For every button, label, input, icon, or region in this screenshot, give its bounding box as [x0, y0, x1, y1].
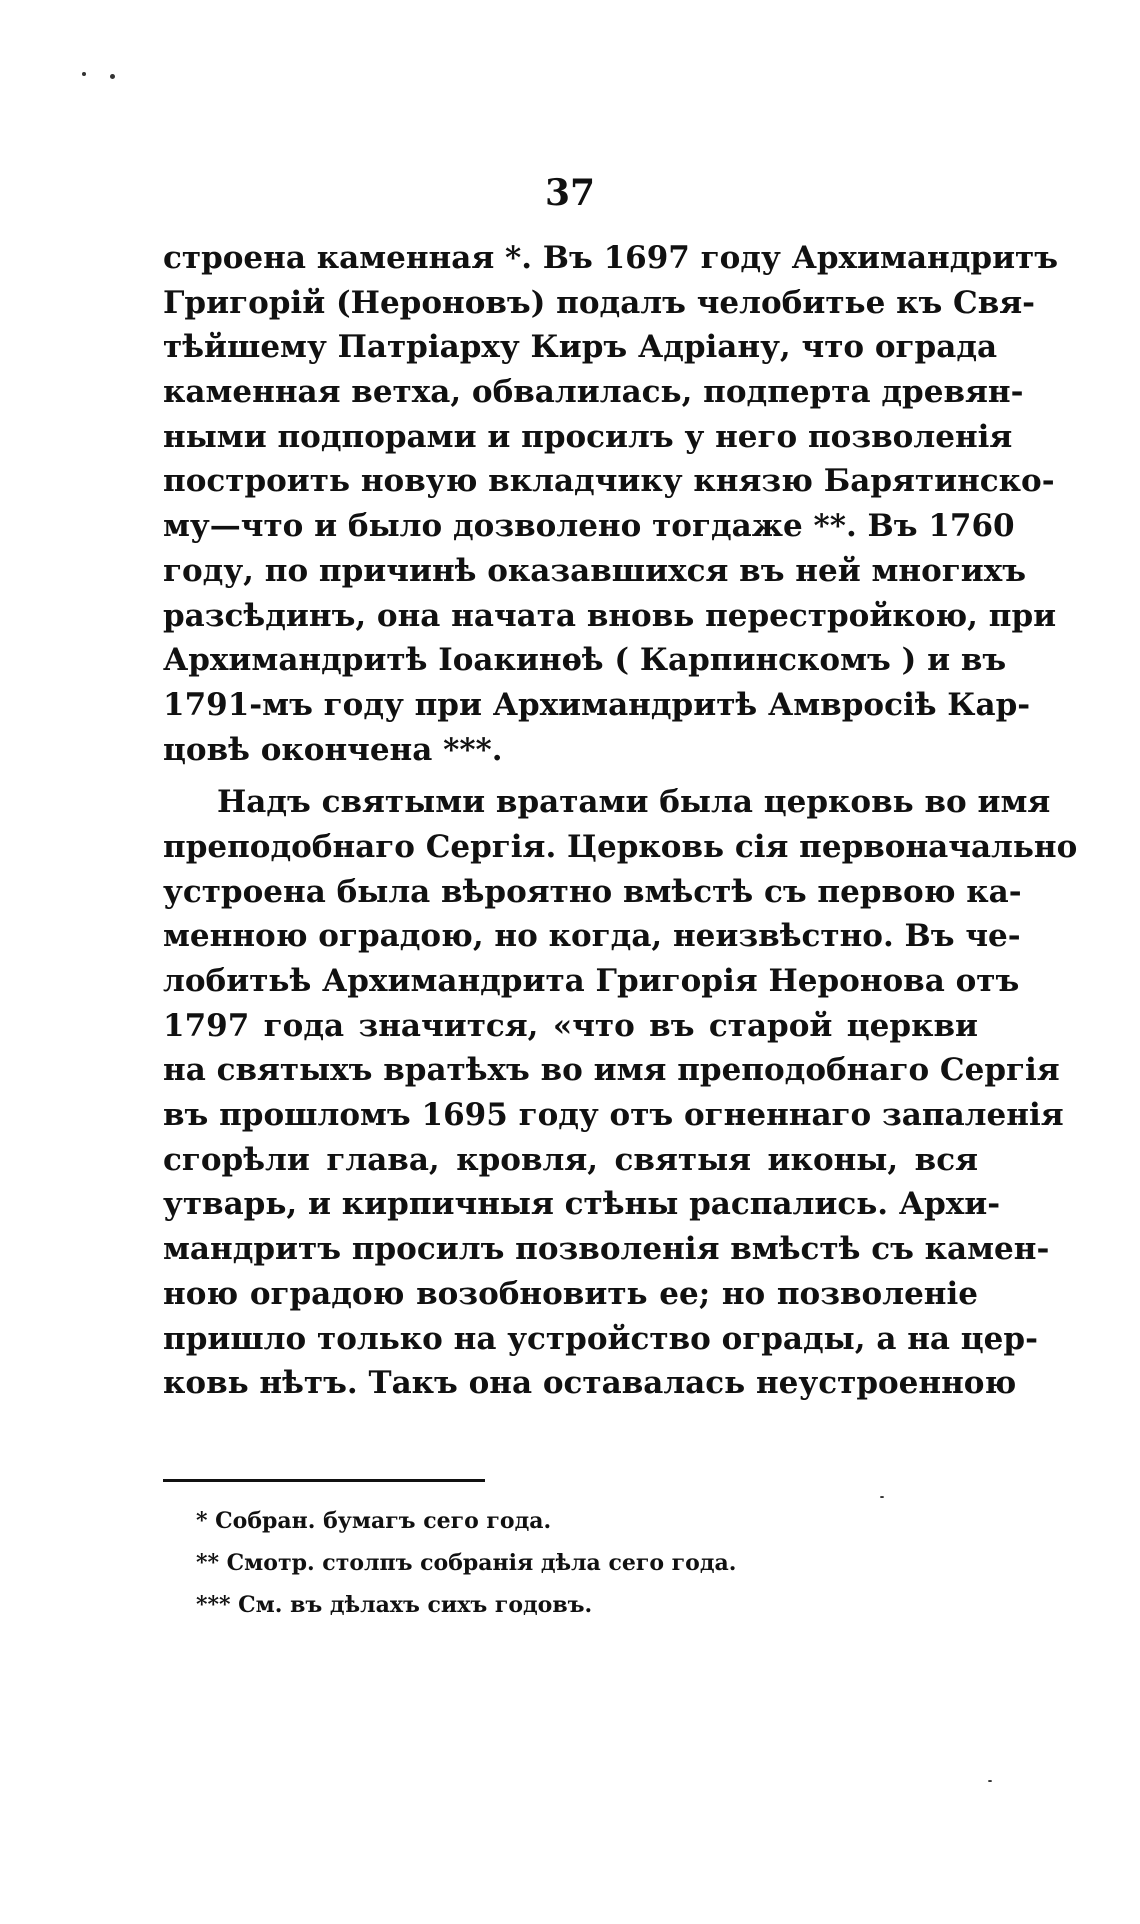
text-line: преподобнаго Сергія. Церковь сія первоначально [163, 828, 1078, 865]
text-line: сгорѣли глава, кровля, святыя иконы, вся [163, 1141, 978, 1178]
text-line: 1791-мъ году при Архимандритѣ Амвросіѣ Кар- [163, 686, 1031, 723]
body-text [163, 236, 1078, 1406]
footnotes [196, 1500, 896, 1626]
text-line: Надъ святыми вратами была церковь во имя [217, 784, 1051, 821]
scan-speck [880, 1496, 884, 1498]
page-number: 37 [544, 172, 596, 214]
text-line: Григорій (Нероновъ) подалъ челобитье къ Свя- [163, 284, 1036, 321]
text-line: лобитьѣ Архимандрита Григорія Неронова отъ [163, 963, 1020, 999]
text-line: ковь нѣтъ. Такъ она оставалась неустроенною [163, 1365, 1017, 1402]
text-line: ными подпорами и просилъ у него позволенія [163, 418, 1013, 455]
scan-speck [110, 74, 115, 79]
text-line: тѣйшему Патріарху Киръ Адріану, что ограда [163, 329, 998, 366]
text-line: на святыхъ вратѣхъ во имя преподобнаго Сергія [163, 1052, 1060, 1089]
text-line: пришло только на устройство ограды, а на цер- [163, 1320, 1038, 1357]
text-line: построить новую вкладчику князю Барятинско- [163, 463, 1055, 500]
text-line: 1797 года значится, «что въ старой церкви [163, 1007, 978, 1044]
text-line: устроена была вѣроятно вмѣстѣ съ первою ка- [163, 873, 1022, 910]
footnote: * Собран. бумагъ сего года. [196, 1508, 552, 1534]
text-line: цовѣ окончена ***. [163, 731, 503, 768]
text-line: году, по причинѣ оказавшихся въ ней многихъ [163, 552, 1027, 589]
footnote: *** См. въ дѣлахъ сихъ годовъ. [196, 1592, 593, 1618]
footnote-divider [163, 1479, 485, 1482]
paragraph-gap [163, 772, 978, 780]
footnote: ** Смотр. столпъ собранія дѣла сего года. [196, 1550, 737, 1576]
text-line: разсѣдинъ, она начата вновь перестройкою, при [163, 597, 1057, 634]
scan-speck [988, 1780, 992, 1782]
text-line: ною оградою возобновить ее; но позволеніе [163, 1275, 978, 1312]
text-line: каменная ветха, обвалилась, подперта древян- [163, 374, 1024, 411]
text-line: строена каменная *. Въ 1697 году Архимандритъ [163, 240, 1059, 276]
text-line: Архимандритѣ Іоакинѳѣ ( Карпинскомъ ) и въ [163, 642, 1007, 679]
text-line: въ прошломъ 1695 году отъ огненнаго запаленія [163, 1097, 1064, 1134]
text-line: менною оградою, но когда, неизвѣстно. Въ че- [163, 918, 1021, 955]
text-line: му—что и было дозволено тогдаже **. Въ 1760 [163, 508, 1015, 545]
text-line: мандритъ просилъ позволенія вмѣстѣ съ камен- [163, 1231, 1050, 1268]
scan-speck [82, 72, 86, 76]
text-line: утварь, и кирпичныя стѣны распались. Архи- [163, 1186, 1001, 1223]
